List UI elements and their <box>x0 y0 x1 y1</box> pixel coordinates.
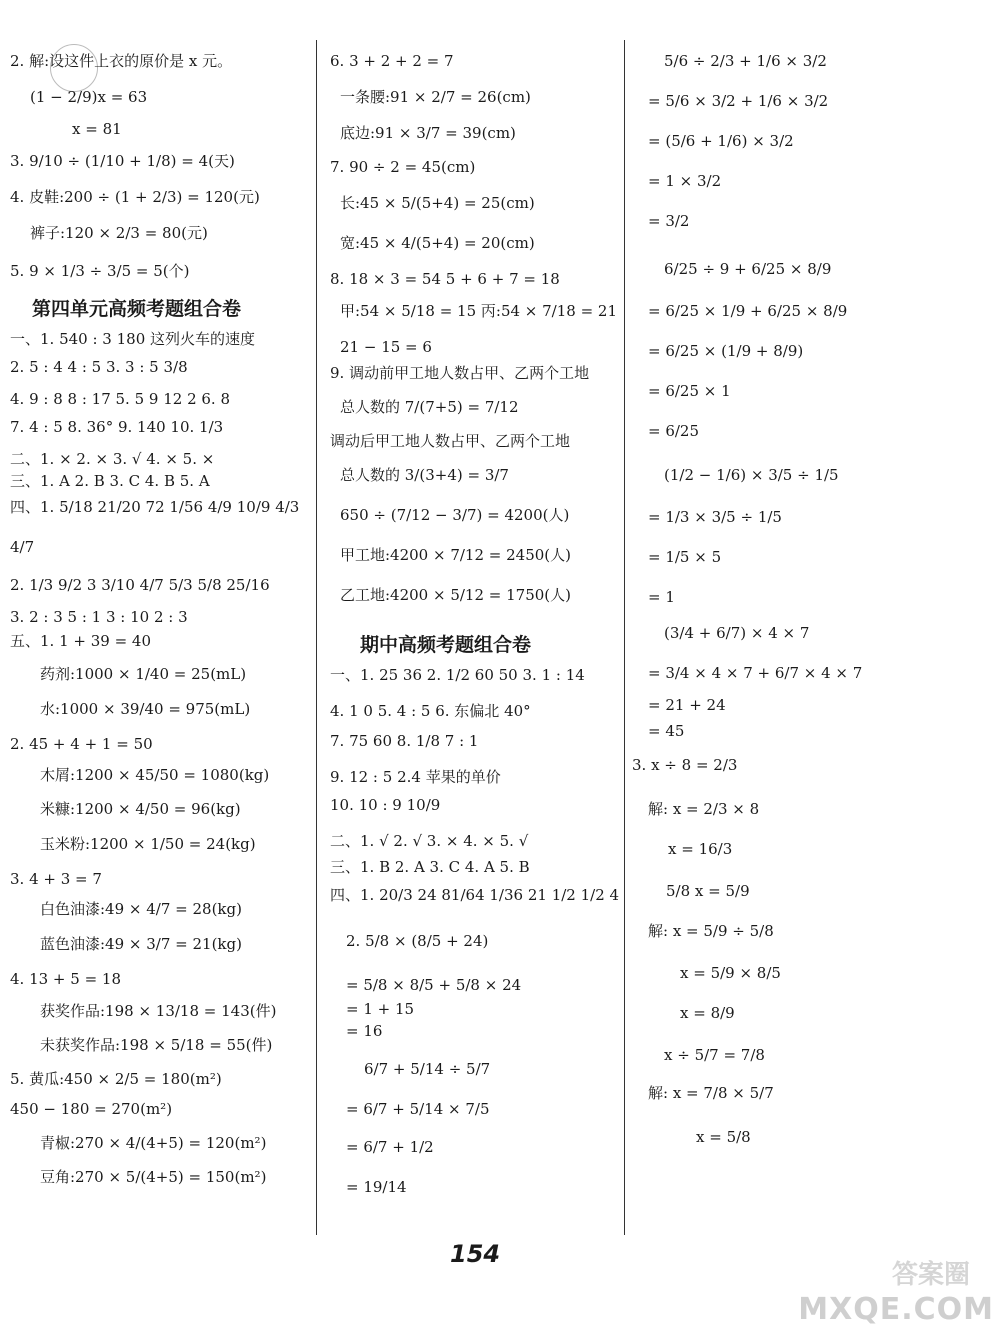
answer-line: 21 − 15 = 6 <box>340 338 432 356</box>
answer-line: 8. 18 × 3 = 54 5 + 6 + 7 = 18 <box>330 270 560 288</box>
answer-line: 四、1. 20/3 24 81/64 1/36 21 1/2 1/2 4 <box>330 886 620 904</box>
answer-line: = 6/7 + 1/2 <box>346 1138 434 1156</box>
answer-line: 一条腰:91 × 2/7 = 26(cm) <box>340 88 531 106</box>
answer-line: = 3/4 × 4 × 7 + 6/7 × 4 × 7 <box>648 664 863 682</box>
answer-line: x = 16/3 <box>668 840 733 858</box>
answer-line: (1/2 − 1/6) × 3/5 ÷ 1/5 <box>664 466 839 484</box>
answer-line: 三、1. B 2. A 3. C 4. A 5. B <box>330 858 530 876</box>
section-heading: 第四单元高频考题组合卷 <box>32 298 242 320</box>
answer-line: = 19/14 <box>346 1178 407 1196</box>
answer-line: = 1/3 × 3/5 ÷ 1/5 <box>648 508 782 526</box>
answer-line: 药剂:1000 × 1/40 = 25(mL) <box>40 665 247 683</box>
answer-line: x ÷ 5/7 = 7/8 <box>664 1046 765 1064</box>
answer-line: 5. 9 × 1/3 ÷ 3/5 = 5(个) <box>10 262 190 280</box>
answer-line: 解: x = 2/3 × 8 <box>648 800 760 818</box>
answer-line: 四、1. 5/18 21/20 72 1/56 4/9 10/9 4/3 <box>10 498 300 516</box>
answer-line: 4. 9 : 8 8 : 17 5. 5 9 12 2 6. 8 <box>10 390 231 408</box>
answer-line: 木屑:1200 × 45/50 = 1080(kg) <box>40 766 270 784</box>
answer-line: = 5/6 × 3/2 + 1/6 × 3/2 <box>648 92 829 110</box>
answer-line: 4. 皮鞋:200 ÷ (1 + 2/3) = 120(元) <box>10 188 260 206</box>
answer-line: 4. 1 0 5. 4 : 5 6. 东偏北 40° <box>330 702 531 720</box>
answer-line: x = 8/9 <box>680 1004 735 1022</box>
answer-line: 一、1. 25 36 2. 1/2 60 50 3. 1 : 14 <box>330 666 585 684</box>
answer-line: = 1/5 × 5 <box>648 548 722 566</box>
answer-line: = 45 <box>648 722 685 740</box>
answer-line: 2. 5/8 × (8/5 + 24) <box>346 932 489 950</box>
answer-line: (3/4 + 6/7) × 4 × 7 <box>664 624 810 642</box>
answer-line: = 6/25 × 1 <box>648 382 731 400</box>
answer-line: 2. 5 : 4 4 : 5 3. 3 : 5 3/8 <box>10 358 188 376</box>
answer-line: 裤子:120 × 2/3 = 80(元) <box>30 224 208 242</box>
answer-line: 9. 12 : 5 2.4 苹果的单价 <box>330 768 501 786</box>
answer-line: x = 81 <box>72 120 122 138</box>
answer-line: = 16 <box>346 1022 383 1040</box>
answer-line: 3. x ÷ 8 = 2/3 <box>632 756 738 774</box>
answer-line: 豆角:270 × 5/(4+5) = 150(m²) <box>40 1168 267 1186</box>
answer-line: 解: x = 5/9 ÷ 5/8 <box>648 922 774 940</box>
answer-line: 甲:54 × 5/18 = 15 丙:54 × 7/18 = 21 <box>340 302 618 320</box>
answer-line: 获奖作品:198 × 13/18 = 143(件) <box>40 1002 277 1020</box>
watermark-site: MXQE.COM <box>798 1292 994 1327</box>
answer-line: 甲工地:4200 × 7/12 = 2450(人) <box>340 546 571 564</box>
answer-line: 5/8 x = 5/9 <box>666 882 750 900</box>
answer-line: 乙工地:4200 × 5/12 = 1750(人) <box>340 586 571 604</box>
answer-line: 玉米粉:1200 × 1/50 = 24(kg) <box>40 835 256 853</box>
answer-line: 6/7 + 5/14 ÷ 5/7 <box>364 1060 491 1078</box>
answer-line: 3. 4 + 3 = 7 <box>10 870 102 888</box>
answer-line: 2. 解:设这件上衣的原价是 x 元。 <box>10 52 233 70</box>
answer-line: 解: x = 7/8 × 5/7 <box>648 1084 774 1102</box>
answer-line: 三、1. A 2. B 3. C 4. B 5. A <box>10 472 210 490</box>
answer-line: 7. 75 60 8. 1/8 7 : 1 <box>330 732 479 750</box>
answer-line: 4. 13 + 5 = 18 <box>10 970 122 988</box>
answer-line: 调动后甲工地人数占甲、乙两个工地 <box>330 432 571 450</box>
answer-line: = 1 × 3/2 <box>648 172 722 190</box>
answer-line: 蓝色油漆:49 × 3/7 = 21(kg) <box>40 935 242 953</box>
answer-line: 宽:45 × 4/(5+4) = 20(cm) <box>340 234 535 252</box>
answer-line: 2. 45 + 4 + 1 = 50 <box>10 735 153 753</box>
column-divider <box>316 40 317 1235</box>
answer-line: = 1 + 15 <box>346 1000 415 1018</box>
answer-line: 2. 1/3 9/2 3 3/10 4/7 5/3 5/8 25/16 <box>10 576 270 594</box>
answer-line: 米糠:1200 × 4/50 = 96(kg) <box>40 800 241 818</box>
page-number: 154 <box>450 1240 501 1268</box>
answer-line: 青椒:270 × 4/(4+5) = 120(m²) <box>40 1134 267 1152</box>
answer-line: 4/7 <box>10 538 35 556</box>
section-heading: 期中高频考题组合卷 <box>360 634 532 656</box>
answer-line: 底边:91 × 3/7 = 39(cm) <box>340 124 516 142</box>
answer-line: 白色油漆:49 × 4/7 = 28(kg) <box>40 900 242 918</box>
answer-line: 总人数的 3/(3+4) = 3/7 <box>340 466 509 484</box>
column-divider <box>624 40 625 1235</box>
answer-line: = 3/2 <box>648 212 690 230</box>
answer-line: 7. 4 : 5 8. 36° 9. 140 10. 1/3 <box>10 418 224 436</box>
answer-line: 一、1. 540 : 3 180 这列火车的速度 <box>10 330 256 348</box>
answer-line: 未获奖作品:198 × 5/18 = 55(件) <box>40 1036 273 1054</box>
answer-line: 450 − 180 = 270(m²) <box>10 1100 173 1118</box>
answer-line: = 6/25 × (1/9 + 8/9) <box>648 342 804 360</box>
answer-line: 9. 调动前甲工地人数占甲、乙两个工地 <box>330 364 590 382</box>
answer-line: 6/25 ÷ 9 + 6/25 × 8/9 <box>664 260 832 278</box>
answer-line: = 5/8 × 8/5 + 5/8 × 24 <box>346 976 522 994</box>
answer-line: = 1 <box>648 588 675 606</box>
answer-line: = 21 + 24 <box>648 696 726 714</box>
answer-line: 5/6 ÷ 2/3 + 1/6 × 3/2 <box>664 52 827 70</box>
answer-line: 长:45 × 5/(5+4) = 25(cm) <box>340 194 535 212</box>
answer-line: 3. 9/10 ÷ (1/10 + 1/8) = 4(天) <box>10 152 235 170</box>
answer-line: 总人数的 7/(7+5) = 7/12 <box>340 398 519 416</box>
answer-line: x = 5/8 <box>696 1128 751 1146</box>
answer-line: 3. 2 : 3 5 : 1 3 : 10 2 : 3 <box>10 608 188 626</box>
answer-line: 7. 90 ÷ 2 = 45(cm) <box>330 158 476 176</box>
answer-line: 650 ÷ (7/12 − 3/7) = 4200(人) <box>340 506 570 524</box>
answer-line: = 6/25 × 1/9 + 6/25 × 8/9 <box>648 302 848 320</box>
answer-line: = 6/7 + 5/14 × 7/5 <box>346 1100 490 1118</box>
answer-line: = (5/6 + 1/6) × 3/2 <box>648 132 794 150</box>
answer-line: (1 − 2/9)x = 63 <box>30 88 148 106</box>
answer-line: x = 5/9 × 8/5 <box>680 964 781 982</box>
answer-line: 水:1000 × 39/40 = 975(mL) <box>40 700 251 718</box>
answer-line: 五、1. 1 + 39 = 40 <box>10 632 152 650</box>
answer-line: 二、1. × 2. × 3. √ 4. × 5. × <box>10 450 215 468</box>
answer-line: 10. 10 : 9 10/9 <box>330 796 441 814</box>
answer-line: 6. 3 + 2 + 2 = 7 <box>330 52 454 70</box>
answer-line: = 6/25 <box>648 422 700 440</box>
answer-line: 二、1. √ 2. √ 3. × 4. × 5. √ <box>330 832 529 850</box>
answer-line: 5. 黄瓜:450 × 2/5 = 180(m²) <box>10 1070 222 1088</box>
watermark-brand: 答案圈 <box>891 1260 970 1290</box>
